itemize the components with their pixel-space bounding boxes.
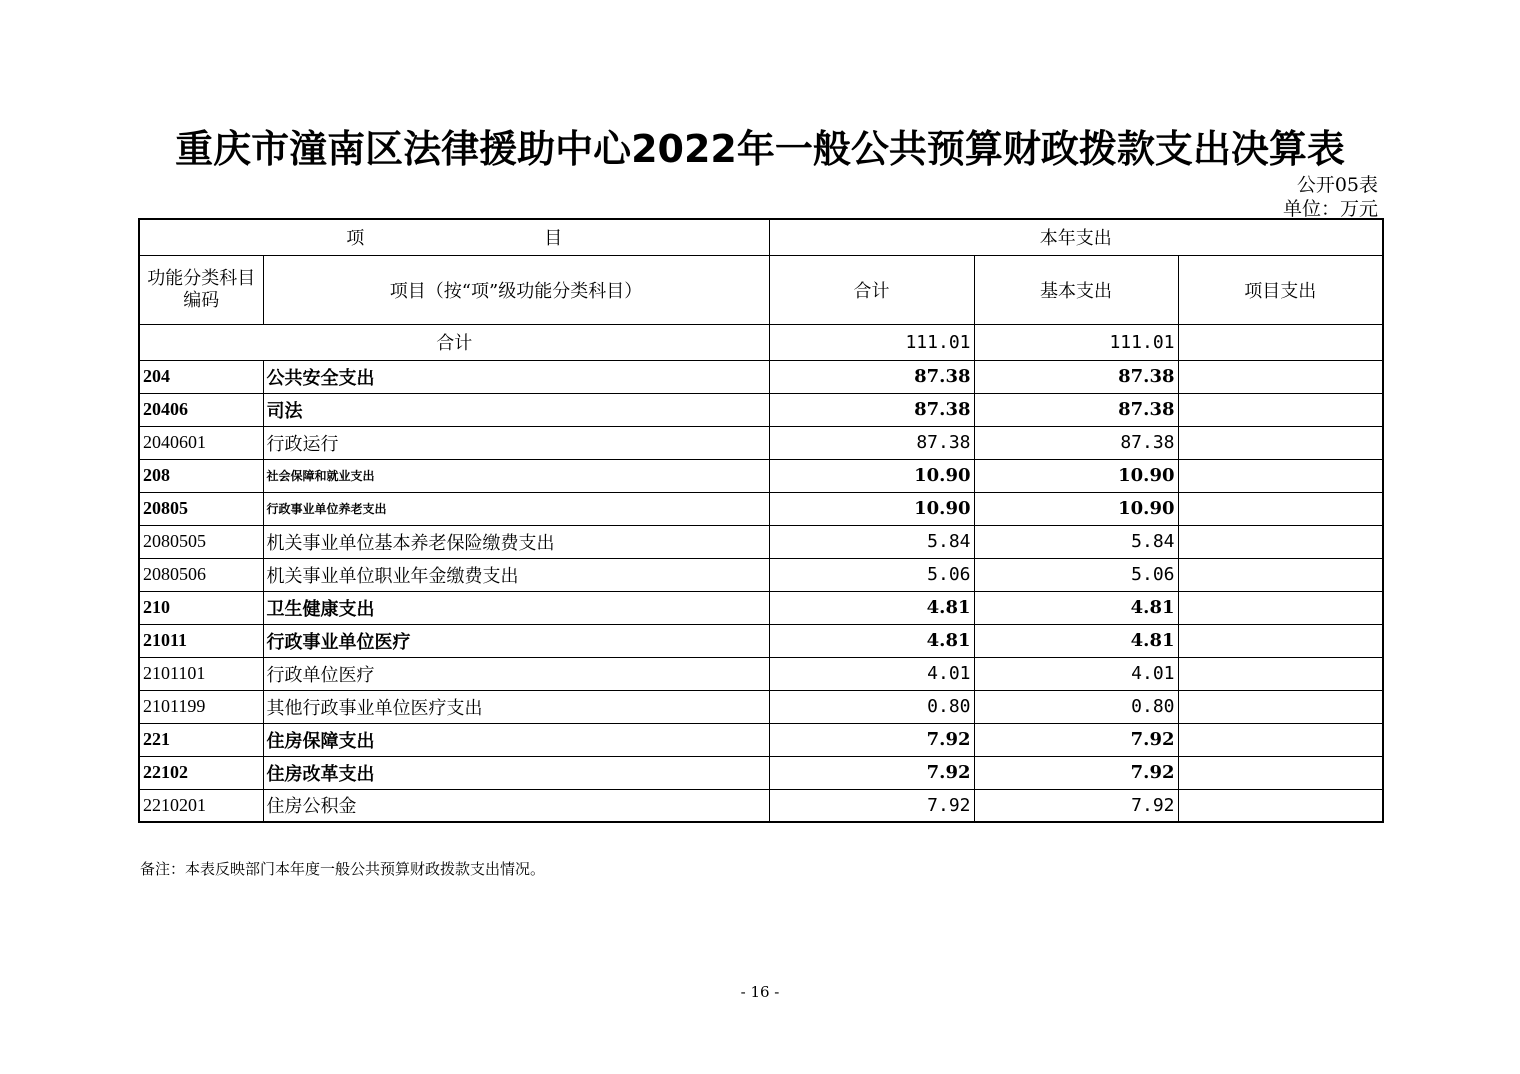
table-row — [139, 591, 1383, 624]
row-project — [1178, 657, 1383, 690]
row-code: 2210201 — [139, 789, 263, 822]
row-basic: 4.81 — [974, 591, 1178, 624]
row-name: 行政事业单位医疗 — [263, 624, 769, 657]
row-name: 机关事业单位职业年金缴费支出 — [263, 558, 769, 591]
table-row — [139, 360, 1383, 393]
row-total: 10.90 — [769, 492, 974, 525]
total-row — [139, 324, 1383, 360]
document-title: 重庆市潼南区法律援助中心2022年一般公共预算财政拨款支出决算表 — [175, 127, 1345, 171]
table-row — [139, 657, 1383, 690]
row-basic: 87.38 — [974, 360, 1178, 393]
row-code: 2101101 — [139, 657, 263, 690]
row-project — [1178, 789, 1383, 822]
form-number: 公开05表 — [1296, 174, 1378, 196]
table-row — [139, 426, 1383, 459]
header-row-2 — [139, 255, 1383, 324]
row-code: 2101199 — [139, 690, 263, 723]
row-project — [1178, 459, 1383, 492]
expenditure-table — [138, 218, 1384, 823]
row-name: 公共安全支出 — [263, 360, 769, 393]
row-name: 住房公积金 — [263, 789, 769, 822]
row-name: 行政运行 — [263, 426, 769, 459]
row-basic: 87.38 — [974, 426, 1178, 459]
item-header-part2: 目 — [544, 228, 563, 250]
table-row — [139, 690, 1383, 723]
row-total: 4.81 — [769, 624, 974, 657]
item-header-part1: 项 — [346, 228, 365, 250]
row-code: 2080505 — [139, 525, 263, 558]
header-row-1 — [139, 219, 1383, 255]
row-code: 208 — [139, 459, 263, 492]
row-total: 87.38 — [769, 393, 974, 426]
basic-column-header: 基本支出 — [974, 255, 1178, 324]
current-year-header: 本年支出 — [769, 219, 1383, 255]
row-project — [1178, 393, 1383, 426]
row-total: 87.38 — [769, 360, 974, 393]
total-row-label: 合计 — [139, 324, 769, 360]
row-basic: 87.38 — [974, 393, 1178, 426]
row-code: 2080506 — [139, 558, 263, 591]
row-basic: 4.81 — [974, 624, 1178, 657]
row-project — [1178, 360, 1383, 393]
table-note: 备注：本表反映部门本年度一般公共预算财政拨款支出情况。 — [140, 860, 546, 878]
row-project — [1178, 624, 1383, 657]
page-number: - 16 - — [740, 983, 780, 1001]
row-name: 其他行政事业单位医疗支出 — [263, 690, 769, 723]
row-total: 87.38 — [769, 426, 974, 459]
row-basic: 7.92 — [974, 789, 1178, 822]
name-column-header: 项目（按“项”级功能分类科目） — [263, 255, 769, 324]
table-row — [139, 393, 1383, 426]
row-name: 社会保障和就业支出 — [263, 459, 769, 492]
table-row — [139, 525, 1383, 558]
table-row — [139, 492, 1383, 525]
code-column-header: 功能分类科目编码 — [139, 255, 263, 324]
row-basic: 4.01 — [974, 657, 1178, 690]
row-project — [1178, 591, 1383, 624]
row-name: 行政事业单位养老支出 — [263, 492, 769, 525]
row-basic: 5.84 — [974, 525, 1178, 558]
row-code: 21011 — [139, 624, 263, 657]
row-project — [1178, 525, 1383, 558]
row-name: 司法 — [263, 393, 769, 426]
row-basic: 7.92 — [974, 756, 1178, 789]
row-project — [1178, 723, 1383, 756]
row-basic: 10.90 — [974, 459, 1178, 492]
project-column-header: 项目支出 — [1178, 255, 1383, 324]
total-row-project — [1178, 324, 1383, 360]
table-row — [139, 624, 1383, 657]
row-total: 7.92 — [769, 756, 974, 789]
row-total: 7.92 — [769, 723, 974, 756]
total-row-basic: 111.01 — [974, 324, 1178, 360]
row-total: 7.92 — [769, 789, 974, 822]
row-total: 5.06 — [769, 558, 974, 591]
table-row — [139, 459, 1383, 492]
row-name: 卫生健康支出 — [263, 591, 769, 624]
row-code: 204 — [139, 360, 263, 393]
table-row — [139, 756, 1383, 789]
row-code: 20805 — [139, 492, 263, 525]
row-total: 4.01 — [769, 657, 974, 690]
total-row-total: 111.01 — [769, 324, 974, 360]
row-name: 住房保障支出 — [263, 723, 769, 756]
row-project — [1178, 426, 1383, 459]
row-project — [1178, 492, 1383, 525]
row-basic: 7.92 — [974, 723, 1178, 756]
row-total: 4.81 — [769, 591, 974, 624]
row-project — [1178, 558, 1383, 591]
row-total: 0.80 — [769, 690, 974, 723]
unit-label: 单位：万元 — [1282, 198, 1378, 220]
row-basic: 5.06 — [974, 558, 1178, 591]
row-total: 5.84 — [769, 525, 974, 558]
total-column-header: 合计 — [769, 255, 974, 324]
row-code: 22102 — [139, 756, 263, 789]
row-code: 210 — [139, 591, 263, 624]
table-row — [139, 558, 1383, 591]
row-code: 221 — [139, 723, 263, 756]
row-project — [1178, 756, 1383, 789]
row-project — [1178, 690, 1383, 723]
table-row — [139, 723, 1383, 756]
row-name: 住房改革支出 — [263, 756, 769, 789]
row-basic: 10.90 — [974, 492, 1178, 525]
row-basic: 0.80 — [974, 690, 1178, 723]
row-name: 机关事业单位基本养老保险缴费支出 — [263, 525, 769, 558]
row-code: 2040601 — [139, 426, 263, 459]
table-row — [139, 789, 1383, 822]
row-code: 20406 — [139, 393, 263, 426]
item-header — [139, 219, 769, 255]
row-name: 行政单位医疗 — [263, 657, 769, 690]
row-total: 10.90 — [769, 459, 974, 492]
